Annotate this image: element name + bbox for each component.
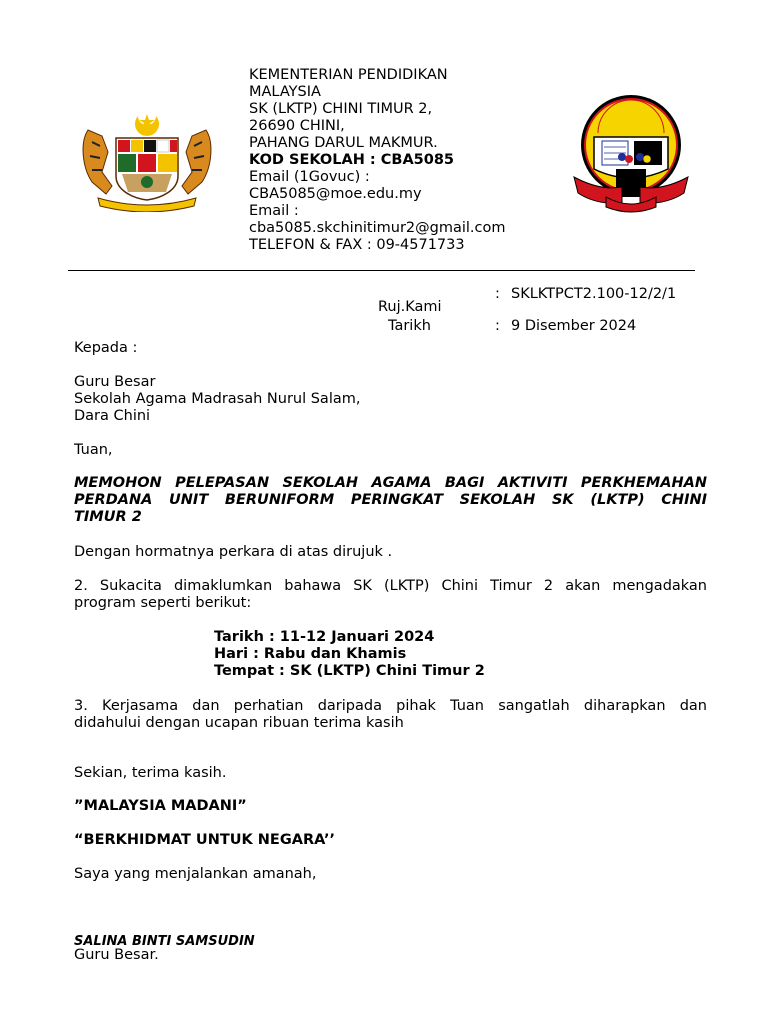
coat-of-arms-crest — [78, 112, 216, 212]
ref-number: SKLKTPCT2.100-12/2/1 — [511, 286, 677, 302]
ministry-name: KEMENTERIAN PENDIDIKAN — [249, 67, 448, 83]
school-state: PAHANG DARUL MAKMUR. — [249, 135, 438, 151]
to-label: Kepada : — [74, 340, 138, 356]
signer-name: SALINA BINTI SAMSUDIN — [74, 934, 255, 949]
trust-line: Saya yang menjalankan amanah, — [74, 866, 317, 882]
salutation: Tuan, — [74, 442, 113, 458]
recipient-school: Sekolah Agama Madrasah Nurul Salam, — [74, 391, 361, 407]
school-name: SK (LKTP) CHINI TIMUR 2, — [249, 101, 433, 117]
programme-date: Tarikh : 11-12 Januari 2024 — [214, 629, 435, 645]
date-label: Tarikh — [388, 318, 431, 334]
ministry-country: MALAYSIA — [249, 84, 321, 100]
paragraph-3-line: didahului dengan ucapan ribuan terima kasih — [74, 715, 404, 731]
recipient-title: Guru Besar — [74, 374, 156, 390]
recipient-location: Dara Chini — [74, 408, 151, 424]
ref-colon: : — [495, 286, 500, 302]
email1-label: Email (1Govuc) : — [249, 169, 370, 185]
school-postcode: 26690 CHINI, — [249, 118, 345, 134]
date-value: 9 Disember 2024 — [511, 318, 637, 334]
letterhead-divider — [68, 270, 695, 271]
intro-paragraph: Dengan hormatnya perkara di atas dirujuk . — [74, 544, 393, 560]
ref-label: Ruj.Kami — [378, 299, 442, 315]
subject-line: TIMUR 2 — [74, 509, 142, 525]
paragraph-2 — [74, 578, 707, 612]
motto-berkhidmat: “BERKHIDMAT UNTUK NEGARA’’ — [74, 832, 336, 848]
subject-line: MEMOHON PELEPASAN SEKOLAH AGAMA BAGI AKTIVITI PERKHEMAHAN — [74, 475, 707, 491]
recipient-address — [74, 374, 360, 425]
letter-subject — [74, 475, 707, 526]
paragraph-3-line: 3. Kerjasama dan perhatian daripada pihak Tuan sangatlah diharapkan dan — [74, 698, 707, 714]
school-code: KOD SEKOLAH : CBA5085 — [249, 152, 455, 168]
motto-malaysia-madani: ”MALAYSIA MADANI” — [74, 798, 247, 814]
paragraph-2-line: 2. Sukacita dimaklumkan bahawa SK (LKTP) Chini Timur 2 akan mengadakan — [74, 578, 707, 594]
school-logo — [570, 93, 692, 215]
programme-venue: Tempat : SK (LKTP) Chini Timur 2 — [214, 663, 485, 679]
signer-title: Guru Besar. — [74, 947, 159, 963]
paragraph-2-line: program seperti berikut: — [74, 595, 252, 611]
letterhead — [249, 67, 506, 254]
paragraph-3 — [74, 698, 707, 732]
date-colon: : — [495, 318, 500, 334]
programme-details — [214, 629, 485, 680]
email1-address[interactable]: CBA5085@moe.edu.my — [249, 186, 422, 202]
email2-label: Email : — [249, 203, 299, 219]
email2-address[interactable]: cba5085.skchinitimur2@gmail.com — [249, 220, 506, 236]
closing: Sekian, terima kasih. — [74, 765, 227, 781]
programme-day: Hari : Rabu dan Khamis — [214, 646, 407, 662]
subject-line: PERDANA UNIT BERUNIFORM PERINGKAT SEKOLAH SK (LKTP) CHINI — [74, 492, 707, 508]
phone-fax: TELEFON & FAX : 09-4571733 — [249, 237, 465, 253]
